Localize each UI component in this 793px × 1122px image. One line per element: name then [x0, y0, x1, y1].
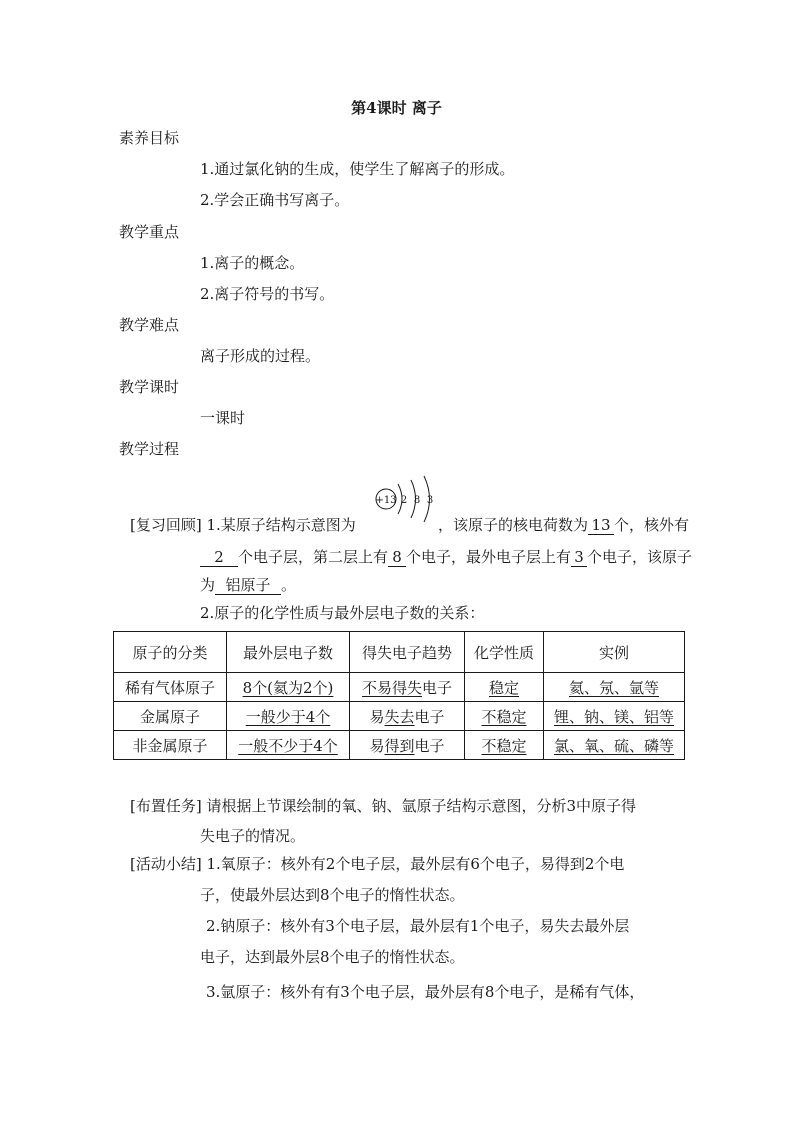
process-heading: 教学过程 [119, 440, 180, 458]
hours-text: 一课时 [200, 409, 246, 427]
nucleus-charge: +13 [375, 495, 397, 506]
answer-atom-name: 铝原子 [215, 577, 281, 595]
table-header-row [114, 632, 685, 673]
hours-heading: 教学课时 [119, 378, 180, 396]
task-line-1: [布置任务] 请根据上节课绘制的氧、钠、氩原子结构示意图，分析3中原子得 [130, 797, 637, 815]
task-line-2: 失电子的情况。 [200, 827, 306, 845]
cell-examples: 锂、钠、镁、铝等 [553, 707, 674, 726]
table-header: 得失电子趋势 [350, 632, 465, 673]
goals-heading: 素养目标 [119, 129, 180, 147]
answer-outer-shell: 3 [571, 549, 587, 567]
table-header: 最外层电子数 [227, 632, 350, 673]
review-line-3: 为 铝原子 。 [200, 576, 297, 594]
summary-line-1: [活动小结] 1.氧原子：核外有2个电子层，最外层有6个电子，易得到2个电 [130, 855, 625, 873]
answer-nuclear-charge: 13 [588, 517, 614, 535]
answer-shell-count: 2 [200, 549, 238, 567]
cell-property: 不稳定 [481, 707, 527, 726]
summary-line-5: 3.氩原子：核外有有3个电子层，最外层有8个电子，是稀有气体， [206, 983, 645, 1001]
goal-item: 1.通过氯化钠的生成，使学生了解离子的形成。 [200, 160, 515, 178]
summary-line-4: 电子，达到最外层8个电子的惰性状态。 [200, 948, 465, 966]
cell-trend: 不易得失电子 [350, 673, 465, 702]
cell-electrons: 一般少于4个 [245, 707, 331, 726]
review-line-1b: ，该原子的核电荷数为 13 个，核外有 [438, 516, 690, 534]
cell-examples: 氯、氧、硫、磷等 [553, 736, 674, 755]
table-header: 实例 [544, 632, 685, 673]
shell-2-count: 8 [413, 495, 421, 506]
key-point-item: 2.离子符号的书写。 [200, 285, 335, 303]
cell-trend: 易失去电子 [350, 702, 465, 731]
review-question-2: 2.原子的化学性质与最外层电子数的关系： [200, 604, 485, 622]
cell-property: 不稳定 [481, 736, 527, 755]
cell-electrons: 8个(氦为2个) [242, 678, 334, 697]
goal-item: 2.学会正确书写离子。 [200, 191, 350, 209]
atom-properties-table [113, 631, 685, 760]
cell-category: 稀有气体原子 [114, 673, 227, 702]
shell-3-count: 3 [426, 495, 434, 506]
difficulties-text: 离子形成的过程。 [200, 347, 321, 365]
answer-second-shell: 8 [388, 549, 406, 567]
table-row [114, 731, 685, 760]
summary-line-2: 子，使最外层达到8个电子的惰性状态。 [200, 886, 465, 904]
table-header: 原子的分类 [114, 632, 227, 673]
cell-electrons: 一般不少于4个 [238, 736, 338, 755]
summary-line-3: 2.钠原子：核外有3个电子层，最外层有1个电子，易失去最外层 [206, 917, 630, 935]
page-title: 第4课时 离子 [351, 99, 442, 117]
cell-category: 非金属原子 [114, 731, 227, 760]
cell-examples: 氦、氖、氩等 [568, 678, 659, 697]
review-line-1a: [复习回顾] 1.某原子结构示意图为 [130, 516, 356, 534]
key-points-heading: 教学重点 [119, 223, 180, 241]
review-line-2: 2 个电子层，第二层上有 8 个电子，最外电子层上有 3 个电子，该原子 [200, 547, 692, 567]
cell-category: 金属原子 [114, 702, 227, 731]
cell-trend: 易得到电子 [350, 731, 465, 760]
key-point-item: 1.离子的概念。 [200, 254, 305, 272]
atom-structure-diagram [372, 474, 440, 530]
table-header: 化学性质 [465, 632, 544, 673]
table-row [114, 673, 685, 702]
cell-property: 稳定 [488, 678, 519, 697]
difficulties-heading: 教学难点 [119, 316, 180, 334]
shell-1-count: 2 [400, 495, 408, 506]
table-row [114, 702, 685, 731]
